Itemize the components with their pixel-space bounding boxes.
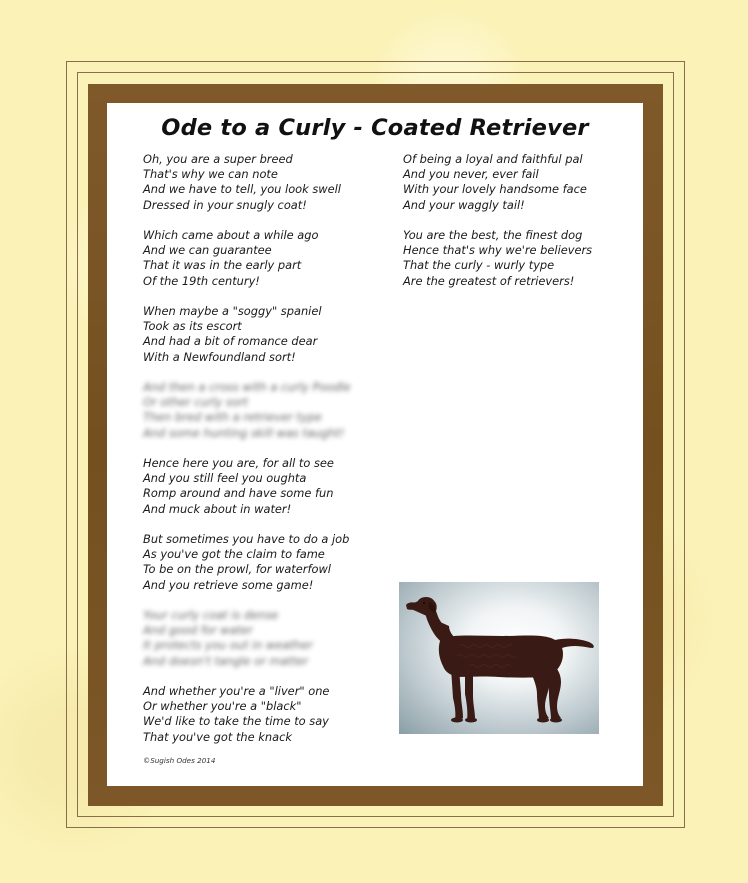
poem-line: Or other curly sort xyxy=(143,395,248,410)
poem-line: That's why we can note xyxy=(143,167,278,182)
poem-line: And you still feel you oughta xyxy=(143,471,307,486)
poem-line: And some hunting skill was taught! xyxy=(143,425,345,440)
poem-line: To be on the prowl, for waterfowl xyxy=(143,562,331,577)
poem-line: Oh, you are a super breed xyxy=(143,152,293,166)
poem-stanza xyxy=(403,228,633,289)
poem-line: But sometimes you have to do a job xyxy=(143,532,350,546)
poem-line: Are the greatest of retrievers! xyxy=(403,273,575,288)
poem-line: And had a bit of romance dear xyxy=(143,334,318,349)
poem-stanza xyxy=(143,684,393,745)
copyright-notice: ©Sugish Odes 2014 xyxy=(143,756,216,765)
poem-sheet xyxy=(107,103,643,786)
poem-line: Dressed in your snugly coat! xyxy=(143,197,307,212)
poem-line: Of the 19th century! xyxy=(143,273,260,288)
poem-left-column xyxy=(143,152,393,760)
poem-line: With your lovely handsome face xyxy=(403,182,587,197)
poem-line: And muck about in water! xyxy=(143,501,292,516)
poem-line: That the curly - wurly type xyxy=(403,258,555,273)
poem-line: It protects you out in weather xyxy=(143,638,313,653)
poem-line: Hence that's why we're believers xyxy=(403,243,593,258)
poem-stanza-blurred xyxy=(143,380,393,441)
poem-line: Romp around and have some fun xyxy=(143,486,334,501)
dog-photo xyxy=(399,582,599,734)
poem-line: Hence here you are, for all to see xyxy=(143,456,334,470)
poem-stanza xyxy=(143,152,393,213)
poem-line: And you never, ever fail xyxy=(403,167,539,182)
poem-line: And whether you're a "liver" one xyxy=(143,684,330,698)
poem-stanza xyxy=(403,152,633,213)
poem-line: As you've got the claim to fame xyxy=(143,547,325,562)
poem-line: Or whether you're a "black" xyxy=(143,699,302,714)
poem-stanza xyxy=(143,228,393,289)
poem-line: That you've got the knack xyxy=(143,729,292,744)
poem-right-column xyxy=(403,152,633,304)
poem-stanza-blurred xyxy=(143,608,393,669)
poem-line: With a Newfoundland sort! xyxy=(143,349,296,364)
poem-line: That it was in the early part xyxy=(143,258,302,273)
poem-line: And we can guarantee xyxy=(143,243,272,258)
poem-line: You are the best, the finest dog xyxy=(403,228,583,242)
poem-line: And good for water xyxy=(143,623,253,638)
poem-line: Of being a loyal and faithful pal xyxy=(403,152,583,166)
poem-line: And we have to tell, you look swell xyxy=(143,182,341,197)
poem-line: And then a cross with a curly Poodle xyxy=(143,380,351,394)
poem-stanza xyxy=(143,456,393,517)
poem-line: Which came about a while ago xyxy=(143,228,319,242)
poem-line: Your curly coat is dense xyxy=(143,608,279,622)
poem-line: Took as its escort xyxy=(143,319,242,334)
poem-line: And your waggly tail! xyxy=(403,197,525,212)
poem-line: When maybe a "soggy" spaniel xyxy=(143,304,322,318)
poem-line: And you retrieve some game! xyxy=(143,577,314,592)
poem-line: And doesn't tangle or matter xyxy=(143,653,309,668)
curly-coated-retriever-silhouette xyxy=(399,582,599,734)
poem-line: We'd like to take the time to say xyxy=(143,714,329,729)
poem-line: Then bred with a retriever type xyxy=(143,410,322,425)
poem-stanza xyxy=(143,304,393,365)
poem-title: Ode to a Curly - Coated Retriever xyxy=(161,115,589,141)
poem-stanza xyxy=(143,532,393,593)
